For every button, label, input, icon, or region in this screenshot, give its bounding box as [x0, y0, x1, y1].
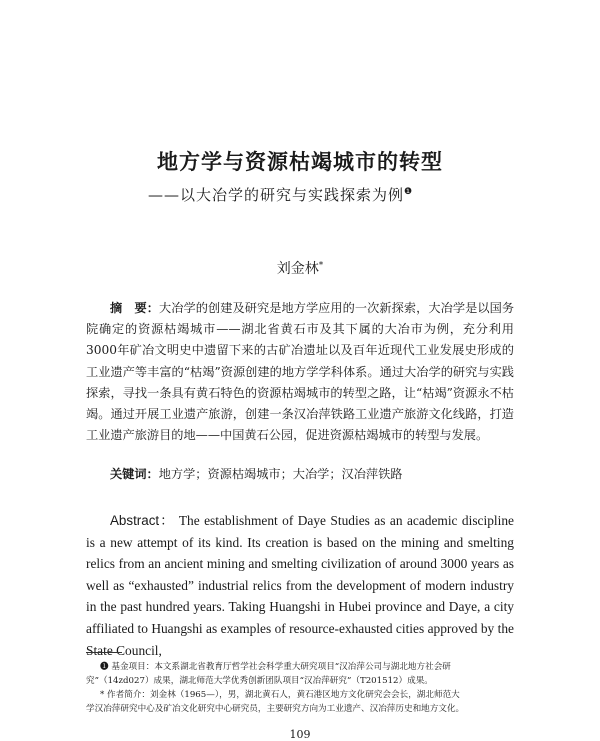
keywords-text: 地方学；资源枯竭城市；大冶学；汉冶萍铁路 [158, 467, 403, 481]
english-abstract [86, 510, 514, 661]
subtitle-note-mark: ❶ [404, 187, 414, 197]
footnote-1-line-2: 究”（14zd027）成果，湖北师范大学优秀创新团队项目“汉冶萍研究”（T201512）成果。 [86, 676, 433, 686]
footnote-1-line-1: ❶ 基金项目：本文系湖北省教育厅哲学社会科学重大研究项目“汉冶萍公司与湖北地方社会研 [100, 662, 451, 672]
chinese-abstract-label: 摘 要： [110, 301, 160, 315]
author-text: 刘金林 [276, 261, 319, 277]
keywords-label: 关键词： [110, 467, 159, 481]
footnote-divider [86, 652, 122, 653]
footnote-2-line-1: * 作者简介：刘金林（1965—），男，湖北黄石人，黄石港区地方文化研究会会长，湖北师范大 [100, 690, 460, 700]
page-number: 109 [289, 728, 311, 741]
article-subtitle [148, 184, 468, 205]
chinese-abstract-text: 大冶学的创建及研究是地方学应用的一次新探索，大冶学是以国务院确定的资源枯竭城市——湖北省黄石市及其下属的大冶市为例，充分利用3000年矿冶文明史中遗留下来的古矿冶遗址以及百年近现代工业发展史形成的工业遗产等丰富的“枯竭”资源创建的地方学学科体系。通过大冶学的研究与实践探索，寻找一条具有黄石特色的资源枯竭城市的转型之路，让“枯竭”资源永不枯竭。通过开展工业遗产旅游，创建一条汉冶萍铁路工业遗产旅游文化线路，打造工业遗产旅游目的地——中国黄石公园，促进资源枯竭城市的转型与发展。 [86, 301, 515, 443]
footnote-1-mark: ❶ [100, 662, 109, 672]
footnote-2-mark: * [100, 690, 105, 700]
footnote-2-line-2: 学汉冶萍研究中心及矿冶文化研究中心研究员，主要研究方向为工业遗产、汉冶萍历史和地方文化。 [86, 704, 465, 714]
article-title: 地方学与资源枯竭城市的转型 [157, 150, 443, 174]
english-abstract-label: Abstract： [110, 513, 175, 528]
footnotes [86, 660, 518, 716]
english-abstract-text: The establishment of Daye Studies as an academic discipline is a new attempt of its kind. Its creation is based on the mining and smelting relics from an ancient mining and smelting civilization of around 3000 years as well as “exhausted” industrial relics from the development of modern industry in the past hundred years. Taking Huangshi in Hubei province and Daye, a city affiliated to Huangshi as examples of resource-exhausted cities approved by the State Council, [86, 513, 514, 658]
author-note-mark: * [318, 260, 324, 271]
subtitle-text: ——以大冶学的研究与实践探索为例 [148, 186, 405, 204]
chinese-abstract [86, 298, 514, 446]
author-name [0, 258, 600, 278]
keywords [110, 464, 514, 484]
